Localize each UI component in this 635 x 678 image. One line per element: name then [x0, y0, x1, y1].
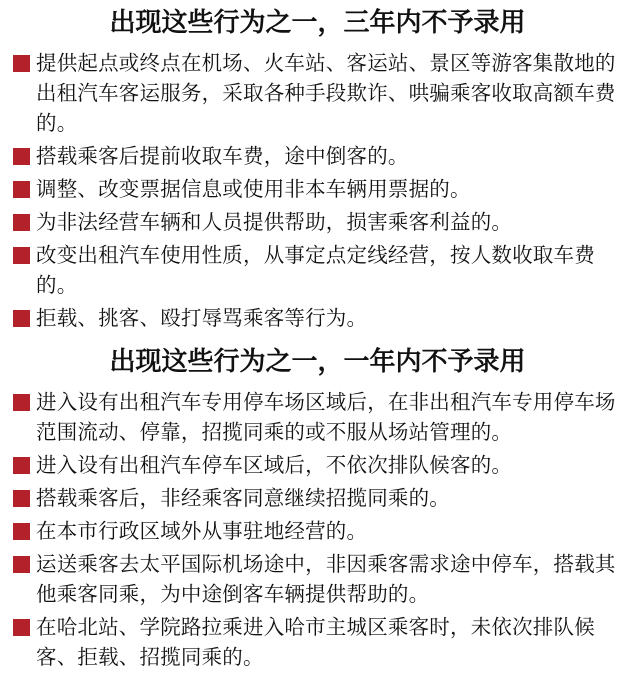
list-item-text: 搭载乘客后，非经乘客同意继续招揽同乘的。	[36, 486, 450, 510]
square-bullet-icon	[13, 181, 30, 198]
list-item	[0, 207, 635, 237]
square-bullet-icon	[13, 214, 30, 231]
list-item	[0, 303, 635, 333]
square-bullet-icon	[13, 457, 30, 474]
list-item-text: 搭载乘客后提前收取车费，途中倒客的。	[36, 144, 409, 168]
list-item-text: 为非法经营车辆和人员提供帮助，损害乘客利益的。	[36, 210, 513, 234]
list-item	[0, 174, 635, 204]
list-item	[0, 387, 635, 447]
list-item-text: 调整、改变票据信息或使用非本车辆用票据的。	[36, 177, 471, 201]
rule-list-three-year	[0, 48, 635, 333]
square-bullet-icon	[13, 619, 30, 636]
square-bullet-icon	[13, 394, 30, 411]
square-bullet-icon	[13, 148, 30, 165]
square-bullet-icon	[13, 247, 30, 264]
section-three-year	[0, 6, 635, 336]
list-item	[0, 549, 635, 609]
square-bullet-icon	[13, 523, 30, 540]
square-bullet-icon	[13, 55, 30, 72]
list-item	[0, 450, 635, 480]
list-item	[0, 240, 635, 300]
list-item-text: 在哈北站、学院路拉乘进入哈市主城区乘客时，未依次排队候客、拒载、招揽同乘的。	[36, 615, 595, 669]
list-item-text: 进入设有出租汽车停车区域后，不依次排队候客的。	[36, 453, 513, 477]
list-item-text: 改变出租汽车使用性质，从事定点定线经营，按人数收取车费的。	[36, 243, 595, 297]
list-item	[0, 516, 635, 546]
list-item	[0, 141, 635, 171]
list-item	[0, 612, 635, 672]
rule-list-one-year	[0, 387, 635, 672]
square-bullet-icon	[13, 556, 30, 573]
square-bullet-icon	[13, 310, 30, 327]
list-item	[0, 483, 635, 513]
section-heading-one-year: 出现这些行为之一，一年内不予录用	[109, 347, 526, 377]
section-heading-three-year: 出现这些行为之一，三年内不予录用	[109, 8, 526, 38]
list-item-text: 运送乘客去太平国际机场途中，非因乘客需求途中停车，搭载其他乘客同乘，为中途倒客车辆提供帮助的。	[36, 552, 616, 606]
section-one-year	[0, 345, 635, 675]
list-item-text: 拒载、挑客、殴打辱骂乘客等行为。	[36, 306, 368, 330]
list-item-text: 在本市行政区域外从事驻地经营的。	[36, 519, 368, 543]
list-item-text: 提供起点或终点在机场、火车站、客运站、景区等游客集散地的出租汽车客运服务，采取各种手段欺诈、哄骗乘客收取高额车费的。	[36, 51, 616, 135]
square-bullet-icon	[13, 490, 30, 507]
list-item-text: 进入设有出租汽车专用停车场区域后，在非出租汽车专用停车场范围流动、停靠，招揽同乘的或不服从场站管理的。	[36, 390, 616, 444]
list-item	[0, 48, 635, 138]
